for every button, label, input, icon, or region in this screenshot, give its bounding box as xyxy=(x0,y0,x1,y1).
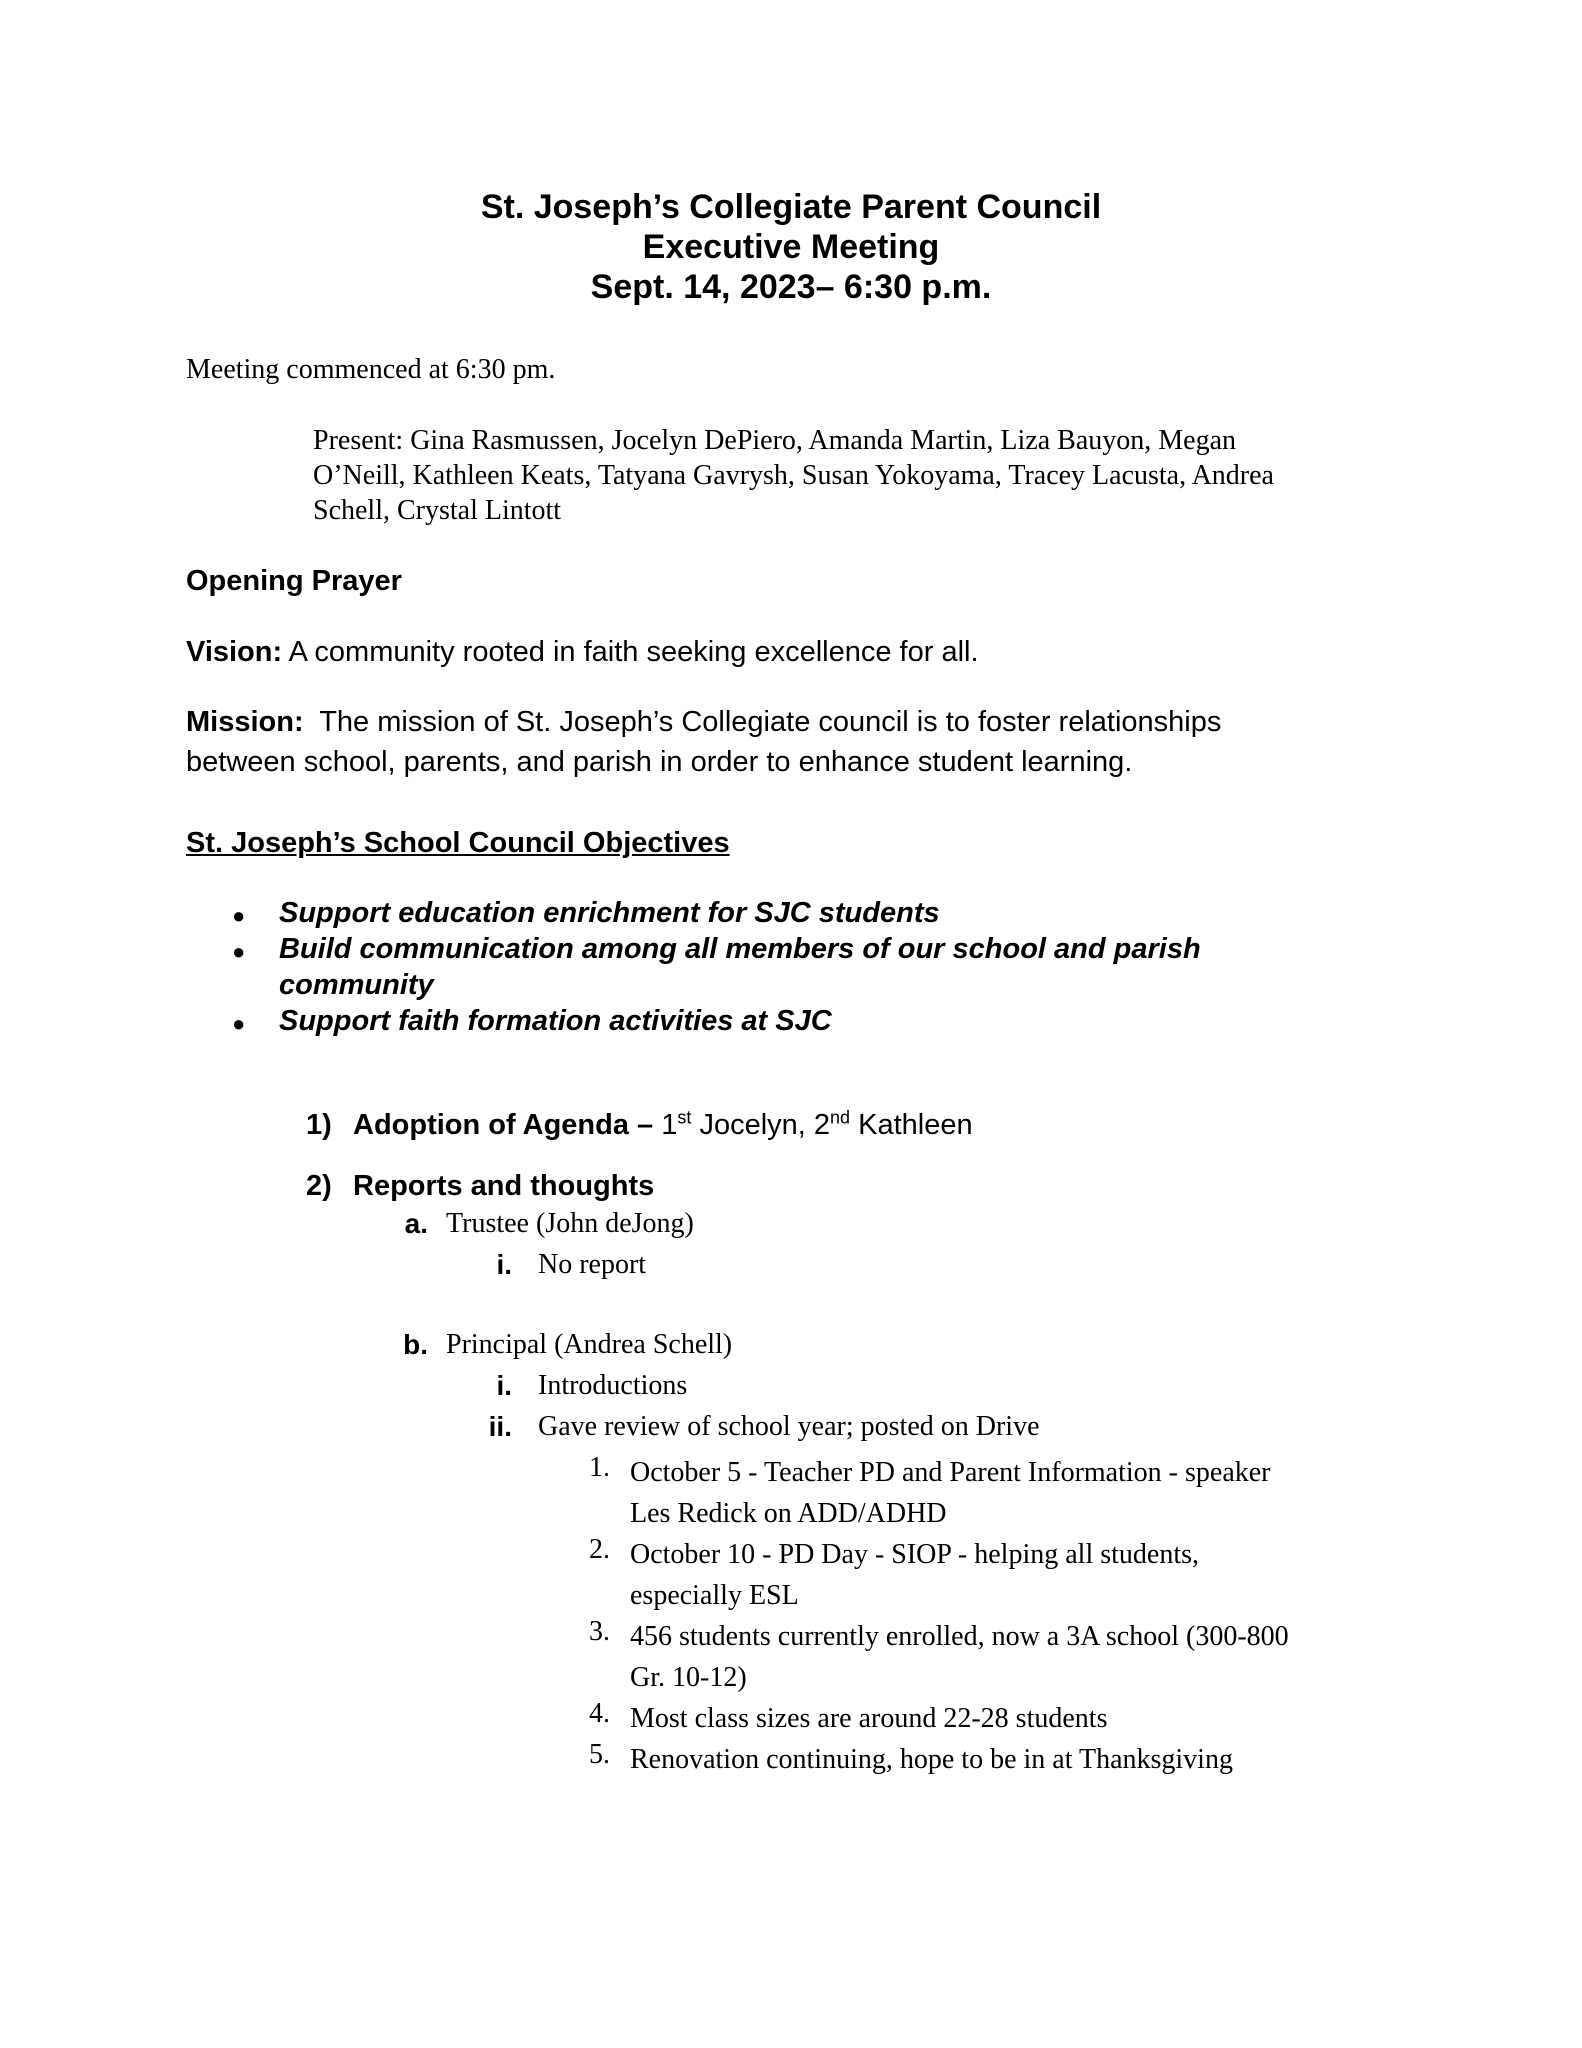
attendees-line-2: O’Neill, Kathleen Keats, Tatyana Gavrysh, Susan Yokoyama, Tracey Lacusta, Andrea xyxy=(313,460,1274,491)
opening-prayer-heading: Opening Prayer xyxy=(186,565,402,597)
agenda-number: 2) xyxy=(306,1170,332,1202)
vision-text: A community rooted in faith seeking excellence for all. xyxy=(282,636,979,668)
objective-item: Support faith formation activities at SJC xyxy=(279,1005,832,1037)
vision-label: Vision: xyxy=(186,636,283,668)
mission-label: Mission: xyxy=(186,706,304,738)
bullet-icon: ● xyxy=(232,903,246,928)
roman-marker: i. xyxy=(496,1249,512,1280)
sub-item-principal: Principal (Andrea Schell) xyxy=(446,1329,733,1360)
objective-item: Build communication among all members of our school and parish community xyxy=(279,933,1201,1001)
sub-marker: a. xyxy=(404,1208,428,1239)
principal-point: Renovation continuing, hope to be in at Thanksgiving xyxy=(630,1744,1233,1775)
point-marker: 3. xyxy=(589,1616,610,1647)
principal-item: Introductions xyxy=(538,1370,688,1401)
doc-title xyxy=(0,187,1582,307)
principal-point: 456 students currently enrolled, now a 3A school (300-800 Gr. 10-12) xyxy=(630,1621,1289,1693)
trustee-item: No report xyxy=(538,1249,647,1280)
meeting-commenced: Meeting commenced at 6:30 pm. xyxy=(186,354,556,385)
point-marker: 5. xyxy=(589,1739,610,1770)
title-line-2: Executive Meeting xyxy=(642,228,940,266)
agenda-item-adoption: Adoption of Agenda – 1st Jocelyn, 2nd Kathleen xyxy=(353,1107,973,1141)
objectives-heading: St. Joseph’s School Council Objectives xyxy=(186,827,730,859)
agenda-number: 1) xyxy=(306,1109,332,1141)
agenda-title: Adoption of Agenda – xyxy=(353,1109,662,1141)
point-marker: 1. xyxy=(589,1452,610,1483)
principal-point: October 5 - Teacher PD and Parent Information - speaker Les Redick on ADD/ADHD xyxy=(630,1457,1271,1529)
attendees xyxy=(313,423,1443,528)
attendees-line-1: Present: Gina Rasmussen, Jocelyn DePiero, Amanda Martin, Liza Bauyon, Megan xyxy=(313,425,1237,456)
bullet-icon: ● xyxy=(232,1011,246,1036)
mission-line-1: The mission of St. Joseph’s Collegiate council is to foster relationships xyxy=(303,706,1222,738)
principal-point: Most class sizes are around 22-28 students xyxy=(630,1703,1108,1734)
title-line-3: Sept. 14, 2023– 6:30 p.m. xyxy=(590,268,992,306)
roman-marker: i. xyxy=(496,1370,512,1401)
bullet-icon: ● xyxy=(232,939,246,964)
vision-statement xyxy=(186,632,979,672)
agenda-title: Reports and thoughts xyxy=(353,1170,655,1202)
title-line-1: St. Joseph’s Collegiate Parent Council xyxy=(480,188,1102,226)
point-marker: 4. xyxy=(589,1698,610,1729)
mission-statement xyxy=(186,702,1386,782)
roman-marker: ii. xyxy=(488,1411,512,1442)
sub-marker: b. xyxy=(403,1329,428,1360)
attendees-line-3: Schell, Crystal Lintott xyxy=(313,495,562,526)
point-marker: 2. xyxy=(589,1534,610,1565)
principal-item: Gave review of school year; posted on Drive xyxy=(538,1411,1040,1442)
objective-item: Support education enrichment for SJC students xyxy=(279,897,940,929)
mission-line-2: between school, parents, and parish in order to enhance student learning. xyxy=(186,746,1133,778)
principal-point: October 10 - PD Day - SIOP - helping all students, especially ESL xyxy=(630,1539,1199,1611)
sub-item-trustee: Trustee (John deJong) xyxy=(446,1208,694,1239)
